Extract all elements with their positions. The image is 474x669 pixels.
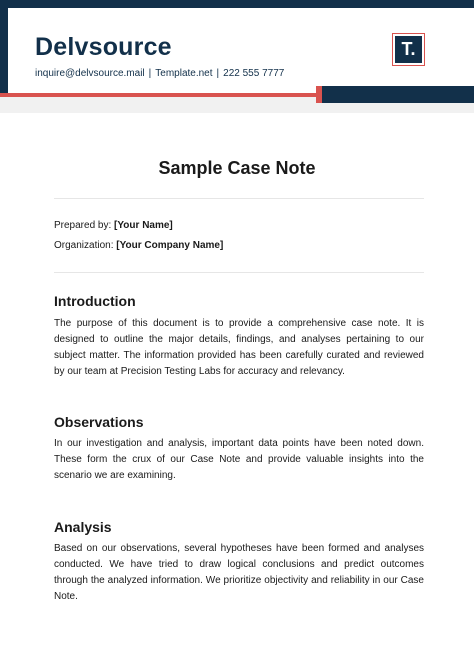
header-navy-block	[322, 86, 474, 103]
header-top-band	[0, 0, 474, 8]
company-logo	[392, 33, 425, 66]
section-heading-introduction: Introduction	[54, 293, 136, 309]
contact-email[interactable]: inquire@delvsource.mail	[35, 68, 145, 79]
header-side-band	[0, 0, 8, 93]
divider	[54, 272, 424, 273]
prepared-by-value: [Your Name]	[114, 220, 173, 231]
contact-website[interactable]: Template.net	[155, 68, 213, 79]
section-body-introduction: The purpose of this document is to provide a comprehensive case note. It is designed to outline the major details, findings, and analyses pertaining to our subject matter. The information provided has been carefully curated and reviewed by our team at Precision Testing Labs for accuracy and relevancy.	[54, 318, 424, 377]
document-title: Sample Case Note	[158, 158, 316, 178]
logo-letter: T.	[395, 36, 422, 63]
contact-separator: |	[216, 68, 220, 79]
prepared-by-label: Prepared by:	[54, 220, 112, 231]
contact-separator: |	[148, 68, 152, 79]
section-heading-observations: Observations	[54, 414, 144, 430]
organization-line	[54, 240, 223, 251]
header-red-line	[0, 93, 316, 97]
organization-label: Organization:	[54, 240, 114, 251]
section-body-observations: In our investigation and analysis, important data points have been noted down. These form the crux of our Case Note and provide valuable insights into the scenario we are examining.	[54, 438, 424, 481]
prepared-by-line	[54, 220, 173, 231]
company-name: Delvsource	[35, 33, 172, 61]
contact-phone: 222 555 7777	[223, 68, 285, 79]
contact-line	[35, 68, 284, 79]
section-body-analysis: Based on our observations, several hypotheses have been formed and analyses conducted. We have tried to draw logical conclusions and predict outcomes through the analyzed information. We prioritize objectivity and reliability in our Case Note.	[54, 543, 424, 602]
organization-value: [Your Company Name]	[116, 240, 224, 251]
section-heading-analysis: Analysis	[54, 519, 112, 535]
divider	[54, 198, 424, 199]
